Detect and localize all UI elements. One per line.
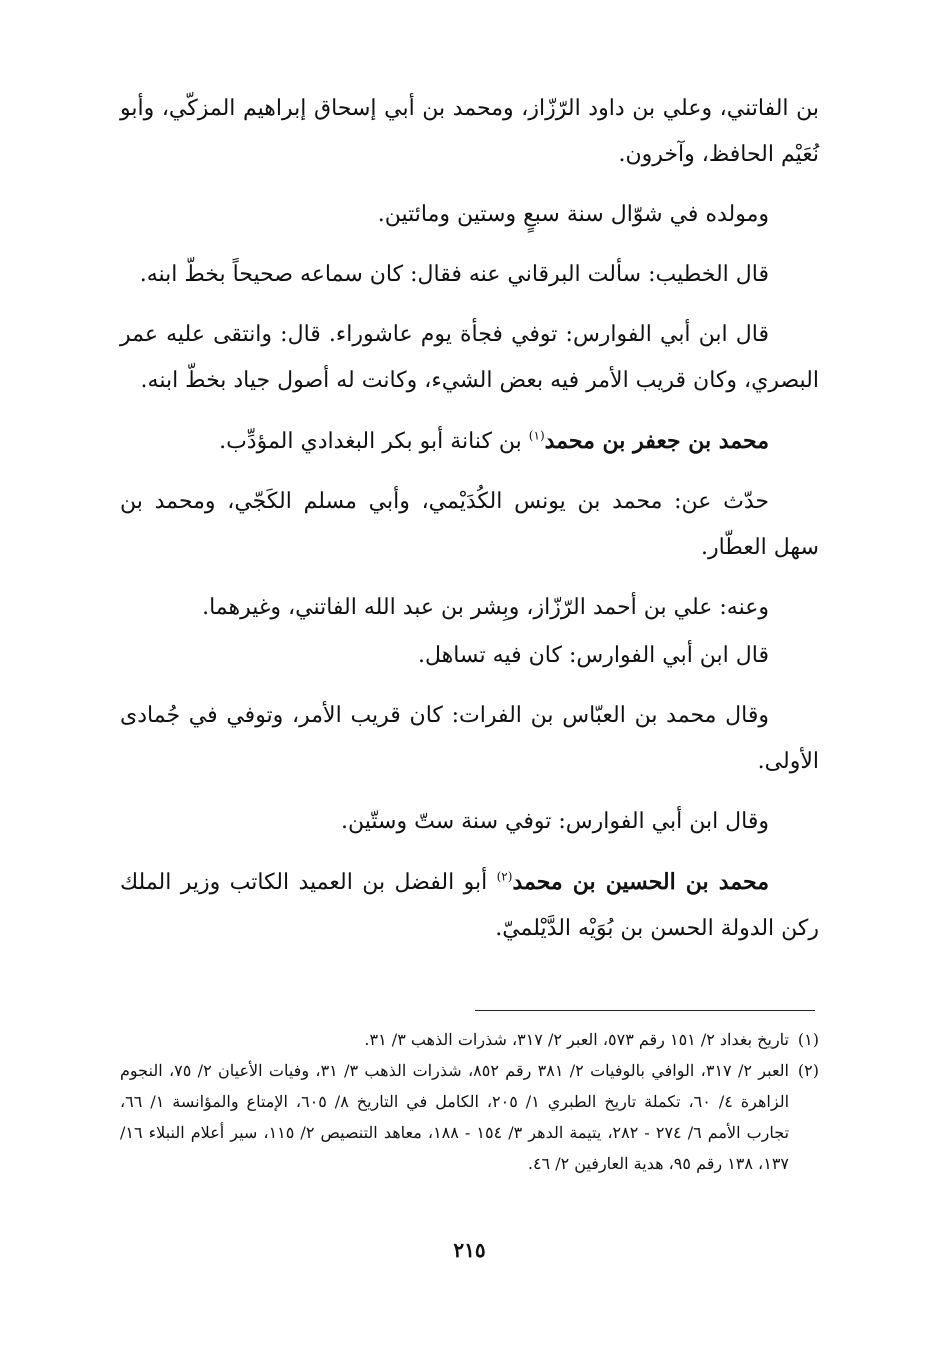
entry-heading [120,418,819,465]
paragraph: وقال ابن أبي الفوارس: توفي سنة ستّ وستّين. [341,809,769,834]
paragraph: وعنه: علي بن أحمد الرّزّاز، وبِشر بن عبد الله الفاتني، وغيرهما. [202,595,769,620]
paragraph: ومولده في شوّال سنة سبعٍ وستين ومائتين. [377,202,769,227]
page-number: ٢١٥ [453,1238,486,1262]
entry-heading [120,859,819,952]
paragraph: بن الفاتني، وعلي بن داود الرّزّاز، ومحمد بن أبي إسحاق إبراهيم المزكّي، وأبو نُعَيْم الحافظ، وآخرون. [120,96,819,167]
entry-name: محمد بن الحسين بن محمد [512,869,770,895]
footnote-text: العبر ٢/ ٣١٧، الوافي بالوفيات ٢/ ٣٨١ رقم ٨٥٢، شذرات الذهب ٣/ ٣١، وفيات الأعيان ٢/ ٧٥، النجوم الزاهرة ٤/ ٦٠، تكملة تاريخ الطبري ١/ ٢٠٥، الكامل في التاريخ ٨/ ٦٠٥، الإمتاع والمؤانسة ١/ ٦٦، تجارب الأمم ٦/ ٢٧٤ - ٢٨٢، يتيمة الدهر ٣/ ١٥٤ - ١٨٨، معاهد التنصيص ٢/ ١١٥، سير أعلام النبلاء ١٦/ ١٣٧، ١٣٨ رقم ٩٥، هدية العارفين ٢/ ٤٦. [120,1061,790,1173]
footnotes [120,1024,819,1179]
footnote-ref: (٢) [496,869,513,884]
footnote [120,1024,819,1055]
entry-name: محمد بن جعفر بن محمد [544,428,769,454]
paragraph: حدّث عن: محمد بن يونس الكُدَيْمي، وأبي مسلم الكَجّي، ومحمد بن سهل العطّار. [120,489,819,560]
footnote-ref: (١) [528,428,545,443]
footnote-number: (١) [797,1030,819,1049]
paragraph: قال الخطيب: سألت البرقاني عنه فقال: كان سماعه صحيحاً بخطّ ابنه. [139,262,769,287]
paragraph: وقال محمد بن العبّاس بن الفرات: كان قريب الأمر، وتوفي في جُمادى الأولى. [120,703,819,774]
entry-rest: بن كنانة أبو بكر البغدادي المؤدِّب. [219,429,529,454]
footnote-number: (٢) [797,1061,819,1080]
footnote-divider [475,1010,815,1011]
main-text [120,86,819,966]
entry-rest: أبو الفضل بن العميد الكاتب وزير الملك ركن الدولة الحسن بن بُوَيْه الدَّيْلميّ. [120,870,819,941]
paragraph: قال ابن أبي الفوارس: كان فيه تساهل. [417,643,769,668]
paragraph: قال ابن أبي الفوارس: توفي فجأة يوم عاشوراء. قال: وانتقى عليه عمر البصري، وكان قريب الأمر فيه بعض الشيء، وكانت له أصول جياد بخطّ ابنه. [120,322,819,393]
footnote [120,1055,819,1179]
footnote-text: تاريخ بغداد ٢/ ١٥١ رقم ٥٧٣، العبر ٢/ ٣١٧، شذرات الذهب ٣/ ٣١. [364,1030,789,1049]
